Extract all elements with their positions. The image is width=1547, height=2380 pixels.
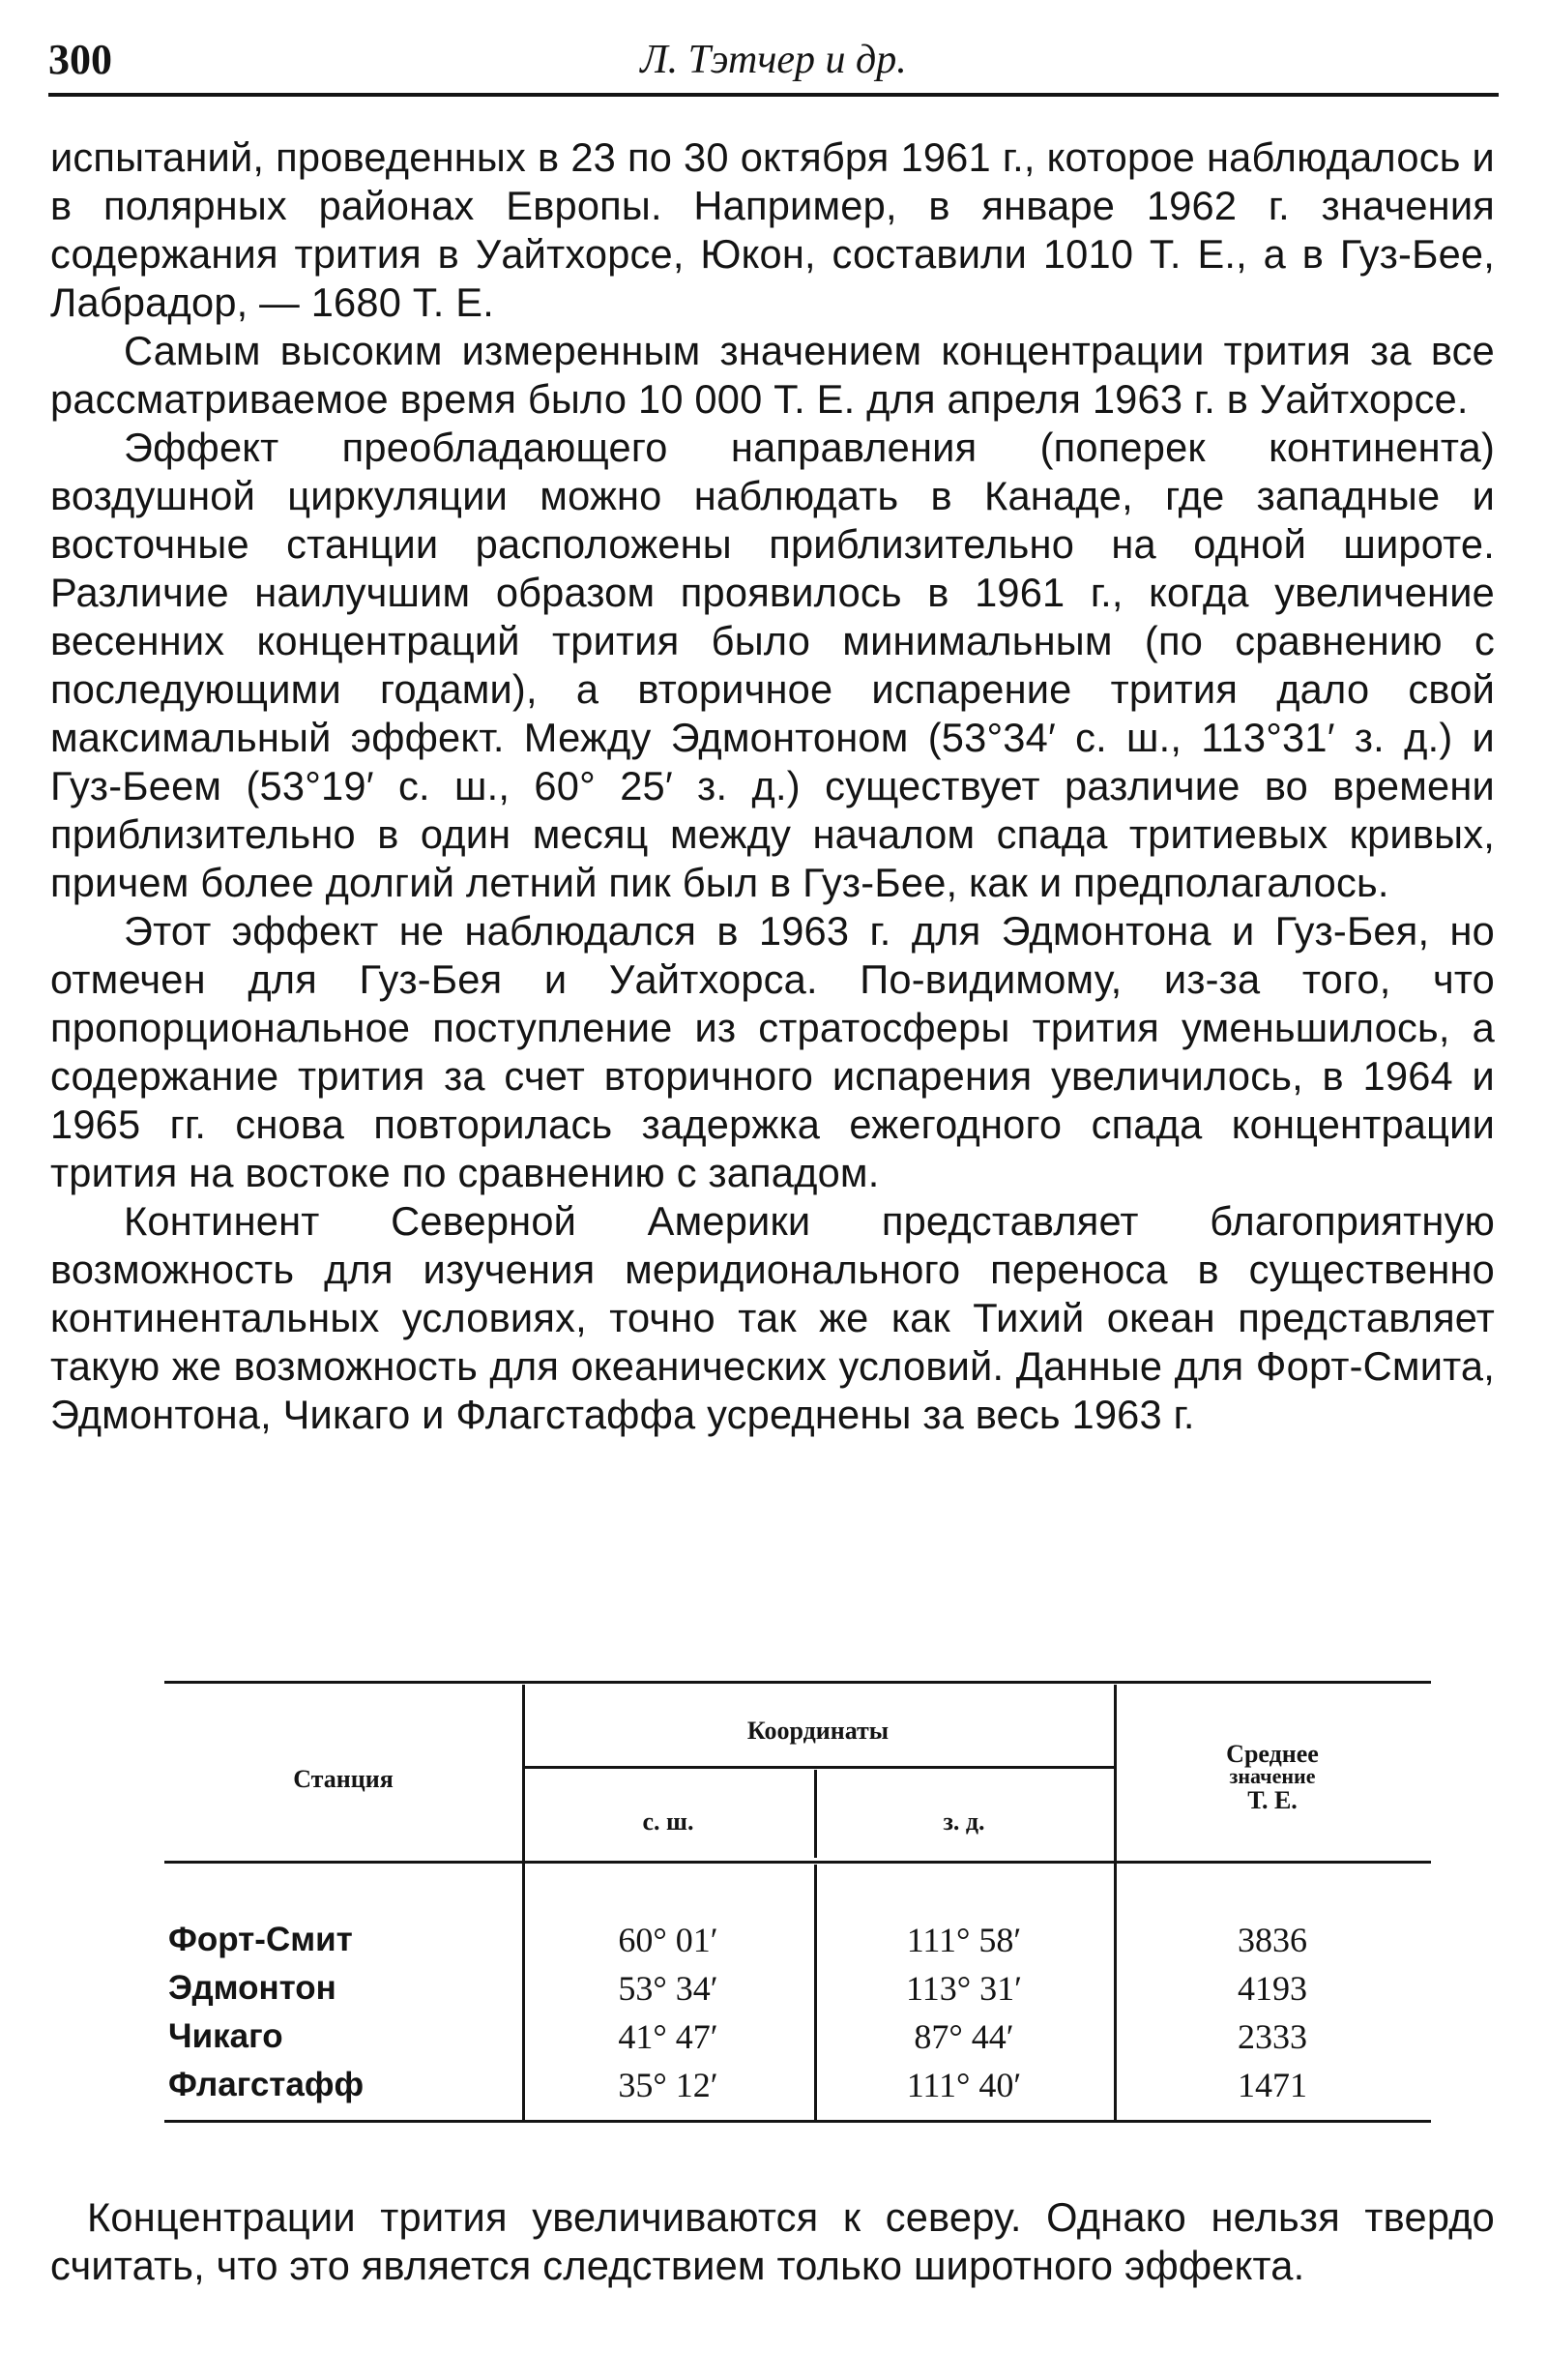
table-bottom-rule <box>164 2120 1431 2123</box>
station-mean: 1471 <box>1238 2066 1307 2104</box>
station-name: Чикаго <box>168 2017 283 2055</box>
stations-table <box>164 1681 1431 2120</box>
station-name: Форт-Смит <box>168 1921 353 1958</box>
station-name: Эдмонтон <box>168 1969 336 2007</box>
station-latitude: 35° 12′ <box>618 2066 718 2104</box>
running-title: Л. Тэтчер и др. <box>640 38 907 82</box>
header-mean-line3: Т. Е. <box>1247 1786 1298 1814</box>
station-latitude: 60° 01′ <box>618 1921 718 1959</box>
header-bottom-rule <box>164 1861 1431 1864</box>
station-mean: 3836 <box>1238 1921 1307 1959</box>
header-rule <box>48 93 1499 97</box>
page-header <box>48 31 1499 89</box>
station-longitude: 87° 44′ <box>914 2017 1014 2056</box>
header-mean-line1: Среднее <box>1226 1740 1319 1768</box>
station-longitude: 111° 58′ <box>906 1921 1022 1959</box>
station-mean: 2333 <box>1238 2017 1307 2056</box>
station-mean: 4193 <box>1238 1969 1307 2008</box>
station-longitude: 111° 40′ <box>906 2066 1022 2104</box>
header-longitude: з. д. <box>943 1807 985 1836</box>
body-text <box>50 133 1495 1439</box>
paragraph-2: Самым высоким измеренным значением концентрации трития за все рассматриваемое время было 10 000 Т. Е. для апреля 1963 г. в Уайтхорсе. <box>50 328 1495 422</box>
header-coordinates: Координаты <box>746 1717 890 1745</box>
closing-paragraph: Концентрации трития увеличиваются к северу. Однако нельзя твердо считать, что это является следствием только широтного эффекта. <box>50 2194 1495 2288</box>
station-longitude: 113° 31′ <box>906 1969 1022 2008</box>
paragraph-5: Континент Северной Америки представляет благоприятную возможность для изучения меридионального переноса в существенно континентальных условиях, точно так же как Тихий океан представляет такую же возможность для океанических условий. Данные для Форт-Смита, Эдмонтона, Чикаго и Флагстаффа усреднены за весь 1963 г. <box>50 1198 1495 1437</box>
page-number: 300 <box>48 36 112 83</box>
header-station: Станция <box>293 1765 394 1793</box>
table-top-rule <box>164 1681 1431 1684</box>
paragraph-3: Эффект преобладающего направления (поперек континента) воздушной циркуляции можно наблюдать в Канаде, где западные и восточные станции расположены приблизительно на одной широте. Различие наилучшим образом проявилось в 1961 г., когда увеличение весенних концентраций трития было минимальным (по сравнению с последующими годами), а вторичное испарение трития дало свой максимальный эффект. Между Эдмонтоном (53°34′ с. ш., 113°31′ з. д.) и Гуз-Беем (53°19′ с. ш., 60° 25′ з. д.) существует различие во времени приблизительно в один месяц между началом спада тритиевых кривых, причем более долгий летний пик был в Гуз-Бее, как и предполагалось. <box>50 425 1495 905</box>
paragraph-1: испытаний, проведенных в 23 по 30 октября 1961 г., которое наблюдалось и в полярных районах Европы. Например, в январе 1962 г. значения содержания трития в Уайтхорсе, Юкон, составили 1010 Т. Е., а в Гуз-Бее, Лабрадор, — 1680 Т. Е. <box>50 134 1495 325</box>
station-name: Флагстафф <box>168 2066 365 2103</box>
header-latitude: с. ш. <box>642 1807 694 1836</box>
station-latitude: 53° 34′ <box>618 1969 718 2008</box>
station-latitude: 41° 47′ <box>618 2017 718 2056</box>
coordinates-rule <box>522 1766 1114 1769</box>
header-mean-line2: значение <box>1229 1764 1316 1788</box>
paragraph-4: Этот эффект не наблюдался в 1963 г. для Эдмонтона и Гуз-Бея, но отмечен для Гуз-Бея и Уайтхорса. По-видимому, из-за того, что пропорциональное поступление из стратосферы трития уменьшилось, а содержание трития за счет вторичного испарения увеличилось, в 1964 и 1965 гг. снова повторилась задержка ежегодного спада концентрации трития на востоке по сравнению с западом. <box>50 908 1495 1195</box>
